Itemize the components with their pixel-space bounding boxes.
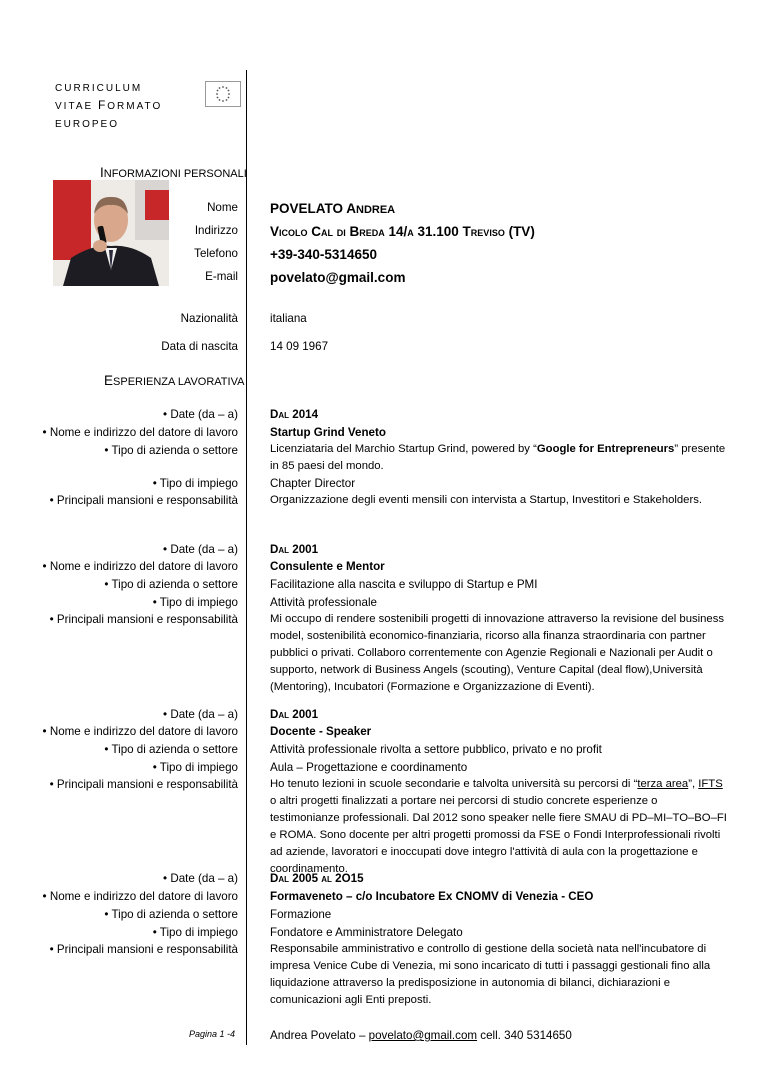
- eu-flag-icon: [205, 81, 241, 107]
- email-value[interactable]: povelato@gmail.com: [270, 270, 406, 285]
- job4-employer-label: • Nome e indirizzo del datore di lavoro: [42, 890, 238, 903]
- name-value: [270, 200, 395, 219]
- job3-employer: Docente - Speaker: [270, 725, 372, 738]
- birth-value: 14 09 1967: [270, 340, 329, 353]
- job3-type-label: • Tipo di impiego: [152, 761, 238, 774]
- nationality-value: italiana: [270, 312, 307, 325]
- section-rest: NFORMAZIONI PERSONALI: [103, 168, 247, 180]
- cv-title-line2: [55, 99, 162, 113]
- section-personal-info-title: [100, 166, 247, 181]
- job1-employer-label: • Nome e indirizzo del datore di lavoro: [42, 426, 238, 439]
- footer-cell: cell. 340 5314650: [477, 1029, 572, 1042]
- job1-employer: Startup Grind Veneto: [270, 426, 386, 439]
- profile-photo: [53, 180, 169, 286]
- footer-name: Andrea Povelato –: [270, 1029, 369, 1042]
- job1-duties-label: • Principali mansioni e responsabilità: [49, 494, 238, 507]
- job2-employer-label: • Nome e indirizzo del datore di lavoro: [42, 560, 238, 573]
- job1-sector-post: ” presente in 85 paesi del mondo.: [270, 443, 726, 472]
- section-cap: E: [104, 373, 114, 388]
- ifts-link[interactable]: IFTS: [698, 778, 723, 790]
- email-label: E-mail: [205, 270, 238, 283]
- job2-type-label: • Tipo di impiego: [152, 596, 238, 609]
- footer-email-link[interactable]: povelato@gmail.com: [368, 1029, 478, 1042]
- job4-sector-label: • Tipo di azienda o settore: [104, 908, 238, 921]
- job1-sector-bold: Google for Entrepreneurs: [536, 443, 675, 455]
- job1-type: Chapter Director: [270, 477, 356, 490]
- name-surname: POVELATO: [270, 201, 344, 216]
- cv-title-line1: CURRICULUM: [55, 83, 143, 94]
- page-number: Pagina 1 -4: [189, 1029, 236, 1039]
- job1-duties: Organizzazione degli eventi mensili con intervista a Startup, Investitori e Stakeholders.: [270, 494, 703, 506]
- job1-sector-pre: Licenziataria del Marchio Startup Grind, powered by “: [270, 443, 537, 455]
- name-label: Nome: [207, 201, 238, 214]
- cv-title-f: F: [97, 98, 108, 112]
- job3-duties-mid: ”,: [688, 778, 699, 790]
- birth-label: Data di nascita: [161, 340, 238, 353]
- job3-employer-label: • Nome e indirizzo del datore di lavoro: [42, 725, 238, 738]
- phone-value: +39-340-5314650: [270, 247, 377, 262]
- job2-duties: Mi occupo di rendere sostenibili progetti di innovazione attraverso la revisione del business model, sostenibilità economico-finanziaria, ricorso alla finanza straordinaria con partner pubblici o privati. Collaboro correntemente con Agenzie Regionali e Nazionali per Audit o supporto, network di Business Angels (scouting), Venture Capital (deal flow),Università (Mentoring), Incubatori (Formazione e Organizzazione di Eventi).: [270, 613, 725, 693]
- job2-date: Dal 2001: [270, 543, 319, 556]
- nationality-label: Nazionalità: [180, 312, 238, 325]
- cv-title-ormato: ORMATO: [107, 101, 163, 112]
- name-first-cap: A: [346, 201, 357, 216]
- section-experience-title: [104, 374, 244, 389]
- job3-duties-post: o altri progetti finalizzati a portare nei percorsi di studio concrete esperienze o testimonianze professionali. Dal 2012 sono speaker nelle fiere SMAU di PD–MI–TO–BO–FI e ROMA. Sono docente per altri progetti promossi da FSE o Fondi Interprofessionali rivolti ad aziende, lavoratori e inoccupati dove integro l'attività di aula con la progettazione e coordinamento.: [270, 795, 727, 875]
- footer-contact: [270, 1029, 572, 1042]
- job1-sector-label: • Tipo di azienda o settore: [104, 444, 238, 457]
- address-value: Vicolo Cal di Breda 14/a 31.100 Treviso (TV): [270, 224, 535, 239]
- job3-dates-label: • Date (da – a): [163, 708, 238, 721]
- section-rest: SPERIENZA LAVORATIVA: [113, 376, 245, 388]
- job3-sector: Attività professionale rivolta a settore pubblico, privato e no profit: [270, 743, 602, 756]
- job1-dates-label: • Date (da – a): [163, 408, 238, 421]
- job4-employer: Formaveneto – c/o Incubatore Ex CNOMV di Venezia - CEO: [270, 890, 594, 903]
- job3-type: Aula – Progettazione e coordinamento: [270, 761, 468, 774]
- job3-sector-label: • Tipo di azienda o settore: [104, 743, 238, 756]
- cv-title-vitae: VITAE: [55, 101, 94, 112]
- job4-type: Fondatore e Amministratore Delegato: [270, 926, 463, 939]
- job4-duties-label: • Principali mansioni e responsabilità: [49, 943, 238, 956]
- job2-sector-label: • Tipo di azienda o settore: [104, 578, 238, 591]
- job3-duties: [270, 776, 730, 878]
- section-cap: I: [100, 165, 104, 180]
- job4-dates-label: • Date (da – a): [163, 872, 238, 885]
- job1-sector: [270, 441, 730, 475]
- address-label: Indirizzo: [194, 224, 238, 237]
- column-divider: [246, 70, 247, 1045]
- job1-type-label: • Tipo di impiego: [152, 477, 238, 490]
- name-first-rest: NDREA: [356, 204, 396, 216]
- job3-duties-label: • Principali mansioni e responsabilità: [49, 778, 238, 791]
- job2-sector: Facilitazione alla nascita e sviluppo di Startup e PMI: [270, 578, 538, 591]
- job3-date: Dal 2001: [270, 708, 319, 721]
- cv-title-line3: EUROPEO: [55, 119, 120, 130]
- job4-duties: Responsabile amministrativo e controllo di gestione della società nata nell'incubatore di impresa Venice Cube di Venezia, mi sono incaricato di tutti i passaggi gestionali fino alla liquidazione attraverso la predisposizione in autonomia di bilanci, dichiarazioni e comunicazioni agli Enti preposti.: [270, 943, 711, 1006]
- job2-dates-label: • Date (da – a): [163, 543, 238, 556]
- job4-type-label: • Tipo di impiego: [152, 926, 238, 939]
- phone-label: Telefono: [194, 247, 238, 260]
- job2-type: Attività professionale: [270, 596, 377, 609]
- job4-sector: Formazione: [270, 908, 332, 921]
- job2-employer: Consulente e Mentor: [270, 560, 385, 573]
- terza-area-link[interactable]: terza area: [637, 778, 689, 790]
- job1-date: Dal 2014: [270, 408, 319, 421]
- job4-date: Dal 2005 al 2O15: [270, 872, 364, 885]
- job2-duties-label: • Principali mansioni e responsabilità: [49, 613, 238, 626]
- job3-duties-pre: Ho tenuto lezioni in scuole secondarie e talvolta università su percorsi di “: [270, 778, 638, 790]
